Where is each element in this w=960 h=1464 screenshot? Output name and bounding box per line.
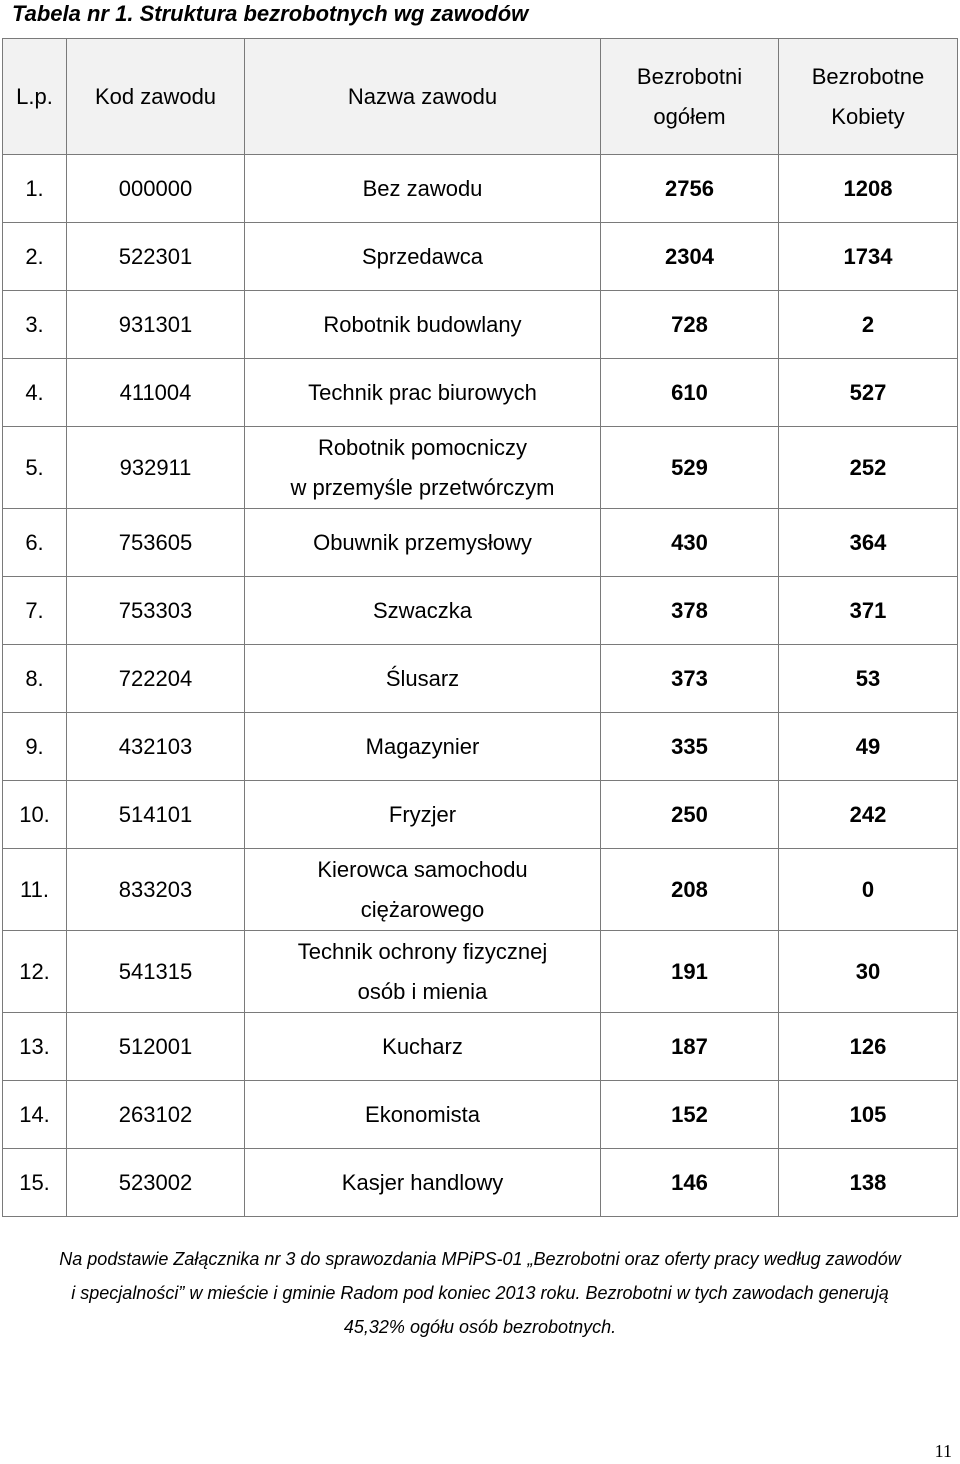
header-kobiety	[779, 39, 958, 155]
cell-kobiety: 252	[779, 427, 958, 509]
table-row	[3, 1013, 958, 1081]
table-row	[3, 1081, 958, 1149]
table-row	[3, 1149, 958, 1217]
cell-kod: 931301	[67, 291, 245, 359]
cell-kod: 932911	[67, 427, 245, 509]
cell-nazwa-line: Robotnik pomocniczy	[317, 434, 528, 460]
cell-nazwa	[245, 577, 601, 645]
table-row	[3, 427, 958, 509]
cell-nazwa	[245, 713, 601, 781]
cell-nazwa	[245, 645, 601, 713]
cell-nazwa	[245, 427, 601, 509]
cell-kod: 411004	[67, 359, 245, 427]
cell-lp: 11.	[3, 849, 67, 931]
cell-nazwa	[245, 223, 601, 291]
header-ogolem-line2: ogółem	[653, 103, 726, 129]
cell-nazwa-line: Kasjer handlowy	[341, 1169, 504, 1195]
cell-nazwa-line: osób i mienia	[357, 978, 488, 1004]
cell-lp: 6.	[3, 509, 67, 577]
table-row	[3, 291, 958, 359]
cell-lp: 7.	[3, 577, 67, 645]
header-kod: Kod zawodu	[67, 39, 245, 155]
cell-nazwa-line: Bez zawodu	[362, 175, 483, 201]
cell-nazwa-line: Technik ochrony fizycznej	[297, 938, 548, 964]
table-header-row	[3, 39, 958, 155]
footnote-line1: Na podstawie Załącznika nr 3 do sprawozdania MPiPS-01 „Bezrobotni oraz oferty pracy według zawodów	[59, 1249, 901, 1269]
table-row	[3, 931, 958, 1013]
cell-nazwa-line: ciężarowego	[360, 896, 485, 922]
cell-lp: 2.	[3, 223, 67, 291]
cell-ogolem: 191	[601, 931, 779, 1013]
cell-nazwa-line: Ekonomista	[365, 1101, 480, 1127]
cell-kobiety: 53	[779, 645, 958, 713]
cell-nazwa-line: Magazynier	[365, 733, 480, 759]
cell-kobiety: 49	[779, 713, 958, 781]
cell-ogolem: 208	[601, 849, 779, 931]
cell-nazwa	[245, 931, 601, 1013]
cell-ogolem: 378	[601, 577, 779, 645]
cell-kobiety: 30	[779, 931, 958, 1013]
cell-kobiety: 527	[779, 359, 958, 427]
cell-nazwa	[245, 1149, 601, 1217]
cell-kobiety: 364	[779, 509, 958, 577]
cell-nazwa-line: Ślusarz	[385, 665, 460, 691]
cell-ogolem: 373	[601, 645, 779, 713]
table-row	[3, 359, 958, 427]
cell-kobiety: 0	[779, 849, 958, 931]
cell-nazwa	[245, 509, 601, 577]
cell-lp: 1.	[3, 155, 67, 223]
cell-nazwa-line: w przemyśle przetwórczym	[290, 474, 555, 500]
cell-nazwa	[245, 291, 601, 359]
cell-nazwa-line: Kucharz	[382, 1033, 463, 1059]
cell-lp: 3.	[3, 291, 67, 359]
cell-nazwa-line: Kierowca samochodu	[317, 856, 528, 882]
footnote-line3: 45,32% ogółu osób bezrobotnych.	[343, 1317, 617, 1337]
cell-ogolem: 2304	[601, 223, 779, 291]
cell-kobiety: 1734	[779, 223, 958, 291]
cell-kobiety: 2	[779, 291, 958, 359]
table-row	[3, 223, 958, 291]
header-ogolem-line1: Bezrobotni	[636, 63, 743, 89]
cell-kod: 514101	[67, 781, 245, 849]
page-number: 11	[934, 1441, 952, 1461]
cell-ogolem: 152	[601, 1081, 779, 1149]
footnote-line2: i specjalności” w mieście i gminie Radom pod koniec 2013 roku. Bezrobotni w tych zawodach generują	[71, 1283, 889, 1303]
footnote	[0, 1242, 960, 1344]
cell-nazwa	[245, 359, 601, 427]
cell-nazwa-line: Fryzjer	[388, 801, 457, 827]
cell-ogolem: 728	[601, 291, 779, 359]
cell-ogolem: 335	[601, 713, 779, 781]
table-row	[3, 509, 958, 577]
cell-lp: 15.	[3, 1149, 67, 1217]
cell-nazwa-line: Szwaczka	[372, 597, 473, 623]
header-lp: L.p.	[3, 39, 67, 155]
cell-kobiety: 105	[779, 1081, 958, 1149]
cell-kod: 753605	[67, 509, 245, 577]
cell-ogolem: 250	[601, 781, 779, 849]
cell-ogolem: 529	[601, 427, 779, 509]
cell-kobiety: 242	[779, 781, 958, 849]
cell-kobiety: 371	[779, 577, 958, 645]
cell-lp: 14.	[3, 1081, 67, 1149]
table-row	[3, 781, 958, 849]
cell-kod: 541315	[67, 931, 245, 1013]
table-title: Tabela nr 1. Struktura bezrobotnych wg zawodów	[12, 1, 529, 26]
cell-nazwa	[245, 1013, 601, 1081]
cell-lp: 5.	[3, 427, 67, 509]
cell-kobiety: 138	[779, 1149, 958, 1217]
cell-lp: 13.	[3, 1013, 67, 1081]
unemployment-table	[2, 38, 958, 1217]
cell-ogolem: 187	[601, 1013, 779, 1081]
table-row	[3, 849, 958, 931]
cell-ogolem: 430	[601, 509, 779, 577]
cell-kod: 722204	[67, 645, 245, 713]
cell-nazwa	[245, 781, 601, 849]
cell-kod: 263102	[67, 1081, 245, 1149]
table-row	[3, 713, 958, 781]
header-ogolem	[601, 39, 779, 155]
table-row	[3, 645, 958, 713]
table-body	[3, 155, 958, 1217]
cell-kod: 512001	[67, 1013, 245, 1081]
header-kobiety-line2: Kobiety	[831, 103, 905, 129]
cell-nazwa-line: Obuwnik przemysłowy	[313, 529, 532, 555]
header-kobiety-line1: Bezrobotne	[811, 63, 925, 89]
table-row	[3, 577, 958, 645]
cell-nazwa	[245, 155, 601, 223]
cell-lp: 10.	[3, 781, 67, 849]
cell-nazwa-line: Technik prac biurowych	[308, 379, 537, 405]
cell-ogolem: 610	[601, 359, 779, 427]
cell-nazwa	[245, 1081, 601, 1149]
cell-lp: 4.	[3, 359, 67, 427]
cell-kod: 753303	[67, 577, 245, 645]
table-row	[3, 155, 958, 223]
cell-nazwa-line: Robotnik budowlany	[323, 311, 522, 337]
cell-kod: 432103	[67, 713, 245, 781]
cell-kod: 522301	[67, 223, 245, 291]
cell-lp: 12.	[3, 931, 67, 1013]
cell-ogolem: 146	[601, 1149, 779, 1217]
header-nazwa: Nazwa zawodu	[245, 39, 601, 155]
cell-lp: 9.	[3, 713, 67, 781]
cell-lp: 8.	[3, 645, 67, 713]
cell-nazwa-line: Sprzedawca	[361, 243, 484, 269]
cell-kod: 523002	[67, 1149, 245, 1217]
cell-kobiety: 1208	[779, 155, 958, 223]
cell-kobiety: 126	[779, 1013, 958, 1081]
cell-ogolem: 2756	[601, 155, 779, 223]
cell-kod: 833203	[67, 849, 245, 931]
cell-nazwa	[245, 849, 601, 931]
cell-kod: 000000	[67, 155, 245, 223]
